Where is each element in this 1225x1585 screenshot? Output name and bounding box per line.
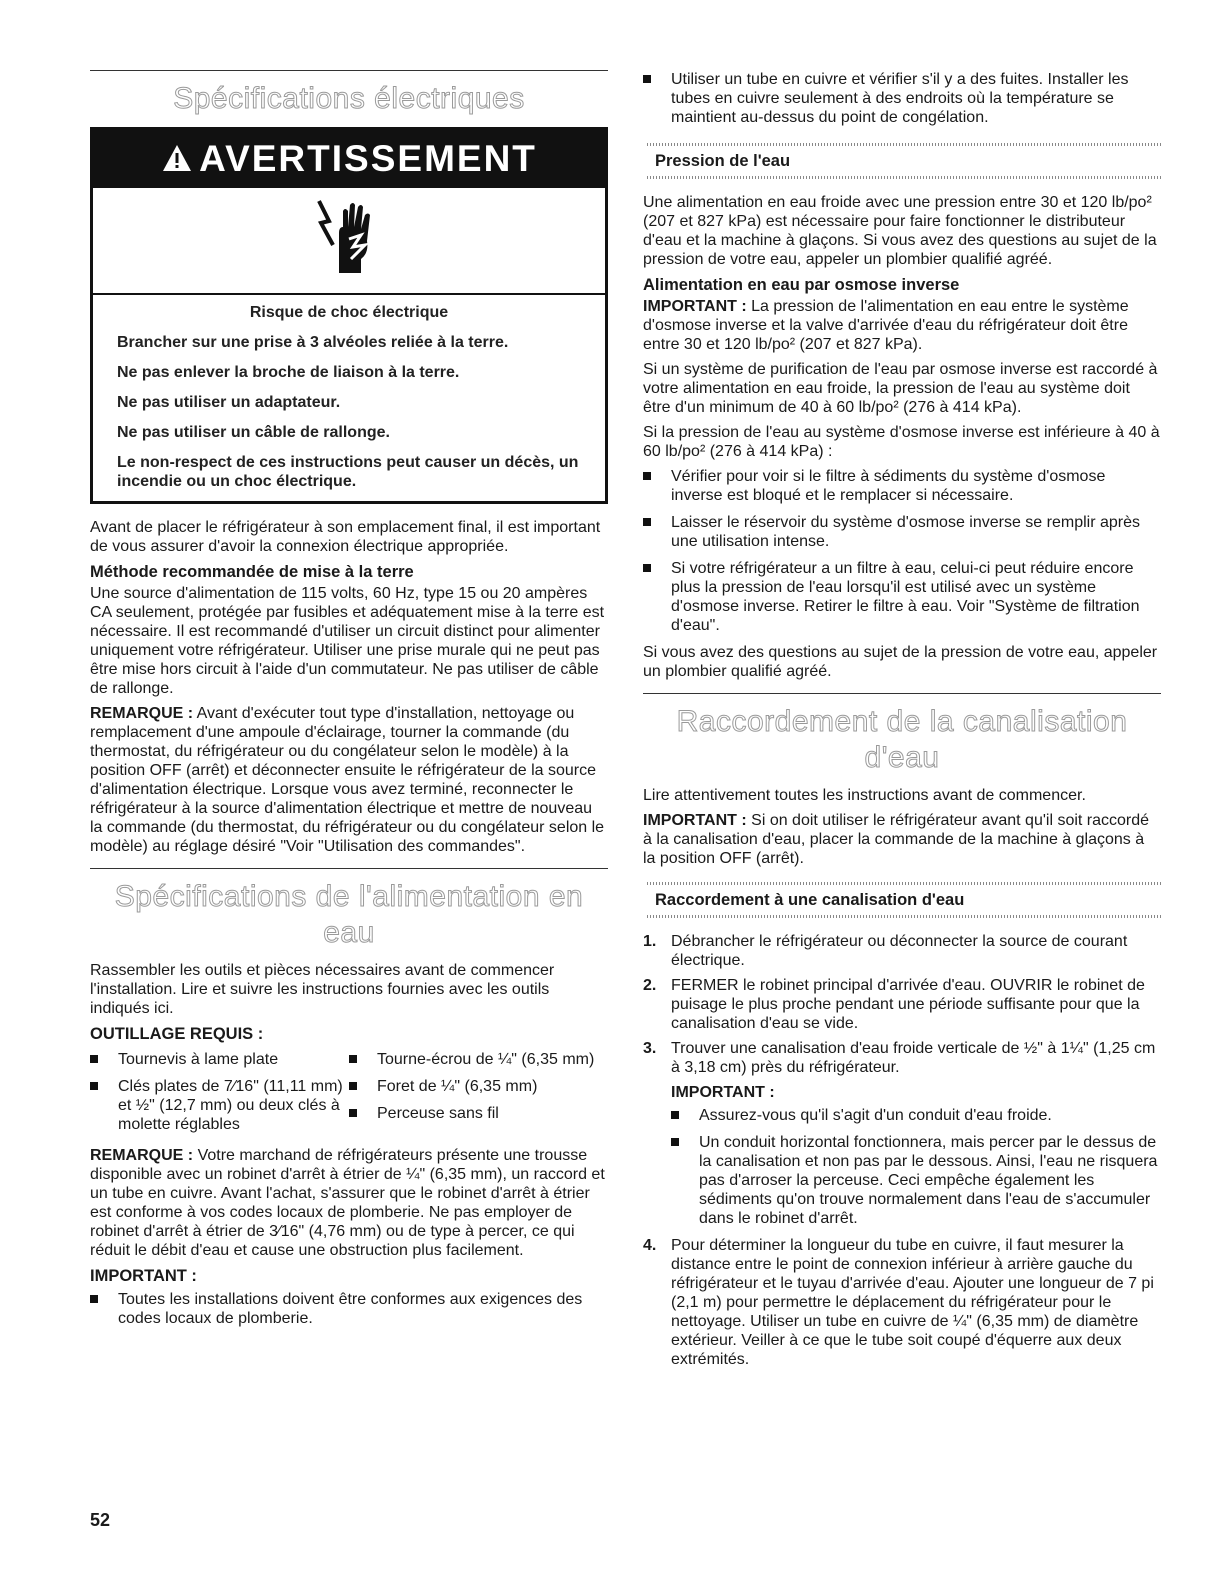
ro-paragraph: Si vous avez des questions au sujet de la pression de votre eau, appeler un plombier qualifié agréé. xyxy=(643,644,1158,680)
warning-box xyxy=(90,127,608,504)
step-item xyxy=(643,932,1161,970)
section-title-electrical: Spécifications électriques xyxy=(173,82,525,115)
connect-heading: Raccordement à une canalisation d'eau xyxy=(655,891,965,909)
important-heading: IMPORTANT : xyxy=(90,1267,197,1285)
warning-body xyxy=(93,295,605,501)
step-text: Trouver une canalisation d'eau froide verticale de ½" à 1¼" (1,25 cm à 3,18 cm) près du réfrigérateur. xyxy=(671,1040,1156,1076)
tools-heading: OUTILLAGE REQUIS : xyxy=(90,1025,264,1043)
remark1-text: Avant d'exécuter tout type d'installation, nettoyage ou remplacement d'une ampoule d'éclairage, tourner la commande (du thermostat, du réfrigérateur ou du congélateur selon le modèle) à la position OFF (arrêt) et déconnecter ensuite le réfrigérateur de la source d'alimentation électrique. Lorsque vous avez terminé, reconnecter le réfrigérateur à la source d'alimentation électrique et mettre de nouveau la commande (du thermostat, du réfrigérateur ou du congélateur selon le modèle) au réglage désiré "Voir "Utilisation des commandes". xyxy=(90,705,605,855)
electrical-intro: Avant de placer le réfrigérateur à son emplacement final, il est important de vous assurer d'avoir la connexion électrique appropriée. xyxy=(90,519,601,555)
electric-shock-hand-icon xyxy=(309,193,389,288)
step-item xyxy=(643,976,1161,1033)
step-number: 4. xyxy=(643,1237,657,1254)
pressure-subheading xyxy=(643,135,1161,185)
important-list xyxy=(90,1290,608,1328)
tool-item: Clés plates de 7⁄16" (11,11 mm) et ½" (12,7 mm) ou deux clés à molette réglables xyxy=(90,1077,349,1134)
step3-bullets xyxy=(671,1106,1161,1228)
right-column xyxy=(643,70,1161,1375)
method-text: Une source d'alimentation de 115 volts, 60 Hz, type 15 ou 20 ampères CA seulement, protégée par fusibles et adéquatement mise à la terre est nécessaire. Il est recommandé d'utiliser un circuit distinct pour alimenter uniquement votre réfrigérateur. Utiliser une prise murale qui ne peut pas être mise hors circuit à l'aide d'un commutateur. Ne pas utiliser de câble de rallonge. xyxy=(90,585,605,697)
warning-line: Ne pas utiliser un adaptateur. xyxy=(117,394,341,411)
ro-important-label: IMPORTANT : xyxy=(643,298,747,315)
tools-col-2 xyxy=(349,1050,608,1142)
ro-bullet: Si votre réfrigérateur a un filtre à eau, celui-ci peut réduire encore plus la pression de l'eau lorsqu'il est utilisé avec un système d'osmose inverse. Retirer le filtre à eau. Voir "Système de filtration d'eau". xyxy=(643,559,1161,635)
remark1 xyxy=(90,704,608,856)
copper-tube-list xyxy=(643,70,1161,127)
step-text: Débrancher le réfrigérateur ou déconnecter la source de courant électrique. xyxy=(671,933,1128,969)
tools-list xyxy=(90,1050,608,1142)
section-rule xyxy=(90,868,608,869)
tool-item: Perceuse sans fil xyxy=(349,1104,608,1123)
tool-item: Foret de ¼" (6,35 mm) xyxy=(349,1077,608,1096)
warning-header-text: AVERTISSEMENT xyxy=(199,138,537,179)
warning-line: Le non-respect de ces instructions peut causer un décès, un incendie ou un choc électrique. xyxy=(117,454,579,490)
section-rule xyxy=(90,70,608,71)
warning-line: Brancher sur une prise à 3 alvéoles reliée à la terre. xyxy=(117,334,509,351)
warning-header xyxy=(93,130,605,188)
tool-item: Tournevis à lame plate xyxy=(90,1050,349,1069)
step-item xyxy=(643,1236,1161,1369)
water-line-important-text: Si on doit utiliser le réfrigérateur avant qu'il soit raccordé à la canalisation d'eau, placer la commande de la machine à glaçons à la position OFF (arrêt). xyxy=(643,812,1150,867)
ro-paragraph: Si un système de purification de l'eau par osmose inverse est raccordé à votre alimentation en eau froide, la pression de l'eau au système doit être d'un minimum de 40 à 60 lb/po² (276 à 414 kPa). xyxy=(643,361,1158,416)
tool-item: Tourne-écrou de ¼" (6,35 mm) xyxy=(349,1050,608,1069)
remark1-label: REMARQUE : xyxy=(90,705,194,722)
step-number: 1. xyxy=(643,933,657,950)
section-title-water-line: Raccordement de la canalisation d'eau xyxy=(676,705,1128,774)
remark2 xyxy=(90,1146,608,1260)
step-number: 3. xyxy=(643,1040,657,1057)
page-number: 52 xyxy=(90,1510,111,1530)
warning-triangle-icon xyxy=(161,132,193,190)
dotted-rule xyxy=(647,176,1161,179)
connect-subheading xyxy=(643,874,1161,924)
dotted-rule xyxy=(647,915,1161,918)
step3-bullet: Assurez-vous qu'il s'agit d'un conduit d'eau froide. xyxy=(671,1106,1161,1125)
step3-bullet: Un conduit horizontal fonctionnera, mais percer par le dessus de la canalisation et non pas par le dessous. Ainsi, l'eau ne risquera pas d'arroser la perceuse. Ceci empêche également les sédiments qu'on trouve normalement dans l'eau de s'accumuler dans le robinet d'arrêt. xyxy=(671,1133,1161,1228)
pressure-text: Une alimentation en eau froide avec une pression entre 30 et 120 lb/po² (207 et 827 kPa) est nécessaire pour faire fonctionner le distributeur d'eau et la machine à glaçons. Si vous avez des questions au sujet de la pression de votre eau, appeler un plombier qualifié agréé. xyxy=(643,194,1157,268)
step-text: FERMER le robinet principal d'arrivée d'eau. OUVRIR le robinet de puisage le plus proche pendant une période suffisante pour que la canalisation d'eau se vide. xyxy=(671,977,1145,1032)
warning-icon-row xyxy=(93,188,605,295)
step-number: 2. xyxy=(643,977,657,994)
step-item xyxy=(643,1039,1161,1228)
remark2-label: REMARQUE : xyxy=(90,1147,194,1164)
dotted-rule xyxy=(647,143,1161,146)
warning-line: Risque de choc électrique xyxy=(249,304,449,321)
ro-bullet: Vérifier pour voir si le filtre à sédiments du système d'osmose inverse est bloqué et le remplacer si nécessaire. xyxy=(643,467,1161,505)
steps-list xyxy=(643,932,1161,1369)
step3-important-label: IMPORTANT : xyxy=(671,1084,775,1101)
ro-heading: Alimentation en eau par osmose inverse xyxy=(643,276,960,294)
ro-bullet: Laisser le réservoir du système d'osmose inverse se remplir après une utilisation intense. xyxy=(643,513,1161,551)
method-heading: Méthode recommandée de mise à la terre xyxy=(90,563,414,581)
warning-line: Ne pas utiliser un câble de rallonge. xyxy=(117,424,390,441)
ro-important xyxy=(643,297,1161,354)
water-line-important xyxy=(643,811,1161,868)
step-text: Pour déterminer la longueur du tube en cuivre, il faut mesurer la distance entre le point de connexion inférieur à arrière gauche du réfrigérateur et le tuyau d'arrivée d'eau. Ajouter une longueur de 7 pi (2,1 m) pour permettre le déplacement du réfrigérateur pour le nettoyage. Utiliser un tube en cuivre de ¼" (6,35 mm) de diamètre extérieur. Veiller à ce que le tube soit coupé d'équerre aux deux extrémités. xyxy=(671,1237,1154,1368)
important-item: Toutes les installations doivent être conformes aux exigences des codes locaux de plomberie. xyxy=(90,1290,608,1328)
remark2-text: Votre marchand de réfrigérateurs présente une trousse disponible avec un robinet d'arrêt à étrier de ¼" (6,35 mm), un raccord et un tube en cuivre. Avant l'achat, s'assurer que le robinet d'arrêt à étrier est conforme à vos codes locaux de plomberie. Ne pas employer de robinet d'arrêt à étrier de 3⁄16" (4,76 mm) ou de type à percer, ce qui réduit le débit d'eau et cause une obstruction plus facilement. xyxy=(90,1147,605,1259)
section-title-water-supply: Spécifications de l'alimentation en eau xyxy=(114,880,584,949)
water-line-important-label: IMPORTANT : xyxy=(643,812,747,829)
ro-paragraph: Si la pression de l'eau au système d'osmose inverse est inférieure à 40 à 60 lb/po² (276 à 414 kPa) : xyxy=(643,424,1160,460)
dotted-rule xyxy=(647,882,1161,885)
left-column xyxy=(90,70,608,1336)
ro-important-text: La pression de l'alimentation en eau entre le système d'osmose inverse et la valve d'arrivée d'eau du réfrigérateur doit être entre 30 et 120 lb/po² (207 et 827 kPa). xyxy=(643,298,1129,353)
section-rule xyxy=(643,693,1161,694)
ro-bullet-list xyxy=(643,467,1161,635)
water-supply-intro: Rassembler les outils et pièces nécessaires avant de commencer l'installation. Lire et suivre les instructions fournies avec les outils indiqués ici. xyxy=(90,962,555,1017)
pressure-heading: Pression de l'eau xyxy=(655,152,791,170)
tools-col-1 xyxy=(90,1050,349,1142)
warning-line: Ne pas enlever la broche de liaison à la terre. xyxy=(117,364,460,381)
water-line-intro: Lire attentivement toutes les instructions avant de commencer. xyxy=(643,787,1086,804)
copper-tube-item: Utiliser un tube en cuivre et vérifier s'il y a des fuites. Installer les tubes en cuivre seulement à des endroits où la température se maintient au-dessus du point de congélation. xyxy=(643,70,1161,127)
